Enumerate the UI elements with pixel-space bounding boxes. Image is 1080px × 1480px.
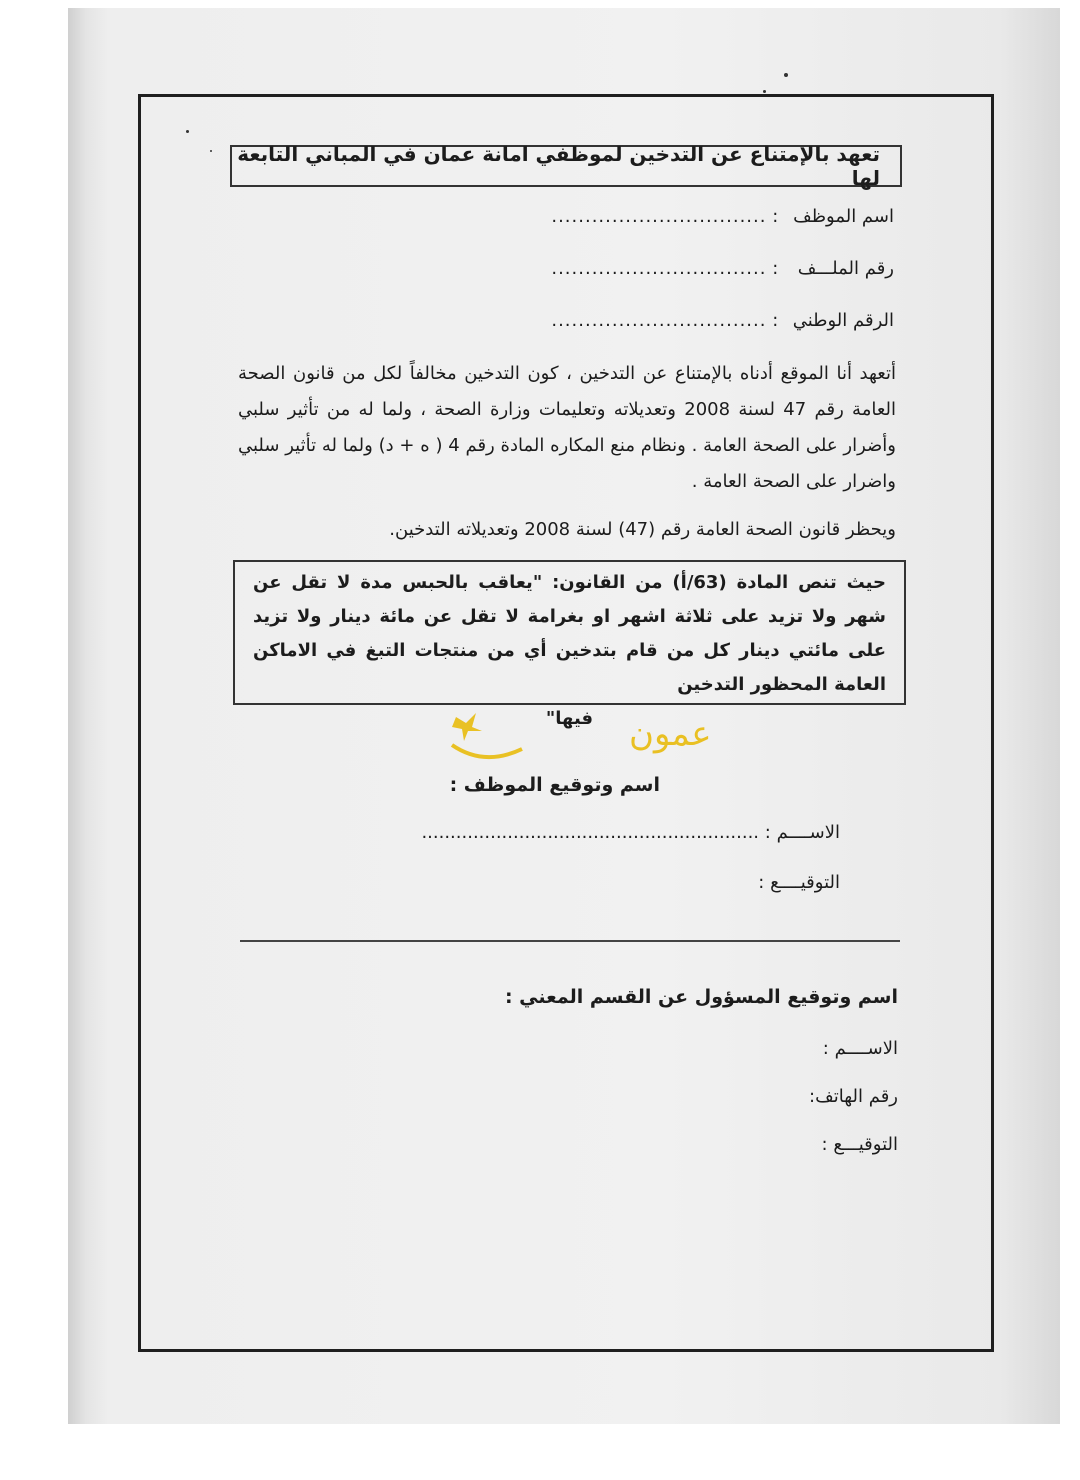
section-divider xyxy=(240,940,900,942)
scan-speck xyxy=(763,90,766,93)
employee-name-field xyxy=(551,206,894,227)
official-phone-line xyxy=(809,1086,898,1107)
employee-name-label: الاســــم : xyxy=(764,822,840,843)
official-signature-label: التوقيـــع : xyxy=(821,1134,898,1155)
employee-section-title: اسم وتوقيع الموظف : xyxy=(449,774,660,796)
watermark-text: عمون xyxy=(629,714,712,754)
employee-name-dots: ........................................................... xyxy=(421,822,760,843)
field-dots: ................................ xyxy=(551,310,767,331)
scan-speck xyxy=(784,73,788,77)
national-number-field xyxy=(551,310,894,331)
prohibition-paragraph: ويحظر قانون الصحة العامة رقم (47) لسنة 2008 وتعديلاته التدخين. xyxy=(389,519,896,540)
field-dots: ................................ xyxy=(551,258,767,279)
document-title: تعهد بالإمتناع عن التدخين لموظفي امانة عمان في المباني التابعة لها xyxy=(237,142,880,190)
field-separator: : xyxy=(772,206,779,227)
official-signature-line xyxy=(822,1134,898,1155)
law-quote-text: حيث تنص المادة (63/أ) من القانون: "يعاقب بالحبس مدة لا تقل عن شهر ولا تزيد على ثلاثة اشهر او بغرامة لا تقل عن مائة دينار ولا تزيد على مائتي دينار كل من قام بتدخين أي من منتجات التبغ في الاماكن العامة المحظور التدخين xyxy=(253,572,886,695)
employee-signature-line xyxy=(758,872,840,893)
file-number-field xyxy=(551,258,894,279)
official-section-title: اسم وتوقيع المسؤول عن القسم المعني : xyxy=(504,986,898,1008)
official-phone-label: رقم الهاتف: xyxy=(809,1086,898,1107)
field-separator: : xyxy=(772,310,779,331)
field-label: اسم الموظف xyxy=(793,206,894,227)
field-label: الرقم الوطني xyxy=(792,310,894,331)
employee-signature-label: التوقيــــع : xyxy=(758,872,840,893)
official-name-line xyxy=(823,1038,898,1059)
employee-name-line xyxy=(421,822,840,843)
official-name-label: الاســــم : xyxy=(822,1038,898,1059)
field-dots: ................................ xyxy=(551,206,767,227)
document-title-box xyxy=(230,142,902,190)
field-separator: : xyxy=(772,258,779,279)
logo-bird-icon xyxy=(452,713,482,741)
pledge-paragraph: أتعهد أنا الموقع أدناه بالإمتناع عن التدخين ، كون التدخين مخالفاً لكل من قانون الصحة العامة رقم 47 لسنة 2008 وتعديلاته وتعليمات وزارة الصحة ، ولما له من تأثير سلبي وأضرار على الصحة العامة . ونظام منع المكاره المادة رقم 4 ( ه + د) ولما له تأثير سلبي واضرار على الصحة العامة . xyxy=(238,363,896,492)
law-quote-box xyxy=(233,560,906,729)
logo-swoosh-icon xyxy=(452,745,522,757)
field-label: رقم الملـــف xyxy=(797,258,894,279)
law-quote-last-line: فيها" xyxy=(545,708,594,729)
ammon-logo-watermark xyxy=(444,705,712,775)
